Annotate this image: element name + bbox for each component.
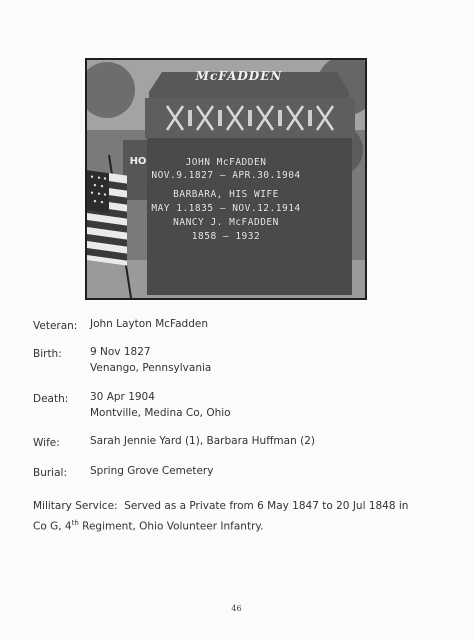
wife-value: Sarah Jennie Yard (1), Barbara Huffman (2)	[90, 435, 315, 447]
veteran-label: Veteran:	[33, 320, 78, 332]
veteran-value: John Layton McFadden	[90, 318, 208, 330]
birth-place: Venango, Pennsylvania	[90, 362, 212, 374]
headstone-photo	[85, 58, 367, 300]
inscription-line-2: NOV.9.1827 — APR.30.1904	[151, 170, 301, 181]
inscription-line-5: NANCY J. McFADDEN	[173, 217, 279, 228]
wife-label: Wife:	[33, 437, 60, 449]
page-number: 46	[231, 604, 242, 613]
military-service	[33, 498, 423, 536]
side-stone-marker: HO	[129, 156, 147, 167]
death-place: Montville, Medina Co, Ohio	[90, 407, 231, 419]
birth-label: Birth:	[33, 348, 62, 360]
inscription-line-6: 1858 — 1932	[191, 231, 261, 242]
headstone-family-name: McFADDEN	[195, 69, 283, 83]
military-sup: th	[71, 519, 79, 527]
military-label: Military Service:	[33, 500, 118, 512]
inscription-line-1: JOHN McFADDEN	[185, 157, 267, 168]
death-date: 30 Apr 1904	[90, 391, 155, 403]
military-text-1: Served as a Private from 6 May 1847 to 20 Jul 1848 in Co G, 4	[33, 500, 409, 533]
inscription-line-4: MAY 1.1835 — NOV.12.1914	[151, 203, 301, 214]
burial-label: Burial:	[33, 467, 67, 479]
military-text-2: Regiment, Ohio Volunteer Infantry.	[78, 520, 264, 533]
inscription-line-3: BARBARA, HIS WIFE	[173, 189, 279, 200]
death-label: Death:	[33, 393, 69, 405]
birth-date: 9 Nov 1827	[90, 346, 151, 358]
burial-value: Spring Grove Cemetery	[90, 465, 214, 477]
